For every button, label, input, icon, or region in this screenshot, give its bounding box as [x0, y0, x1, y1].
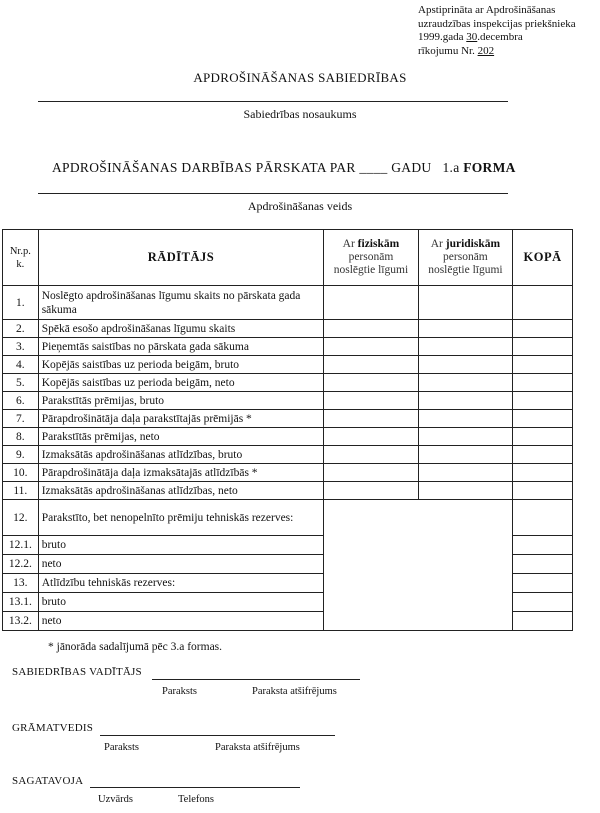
col-legal-header: Ar juridiskām personām noslēgtie līgumi: [418, 230, 512, 286]
cell-legal[interactable]: [418, 356, 512, 374]
table-row: [3, 428, 573, 446]
table-row: [3, 500, 573, 536]
approval-note: [418, 4, 576, 58]
cell-total[interactable]: [513, 574, 573, 593]
company-title: APDROŠINĀŠANAS SABIEDRĪBAS: [193, 70, 407, 85]
report-title: APDROŠINĀŠANAS DARBĪBAS PĀRSKATA PAR ____ GADU 1.a FORMA: [52, 160, 516, 175]
cell-physical[interactable]: [324, 410, 418, 428]
row-number: 3.: [3, 338, 39, 356]
table-row: [3, 392, 573, 410]
cell-total[interactable]: [513, 500, 573, 536]
prepared-caption-name: Uzvārds: [98, 794, 133, 805]
approval-date: 1999.gada 30.decembra: [418, 31, 523, 43]
table-row: [3, 410, 573, 428]
table-row: [3, 320, 573, 338]
row-number: 13.1.: [3, 593, 39, 612]
row-label: Noslēgto apdrošināšanas līgumu skaits no pārskata gada sākuma: [38, 286, 324, 320]
accountant-label: GRĀMATVEDIS: [12, 722, 94, 734]
row-label: Parakstīto, bet nenopelnīto prēmiju tehniskās rezerves:: [38, 500, 324, 536]
accountant-caption-signature: Paraksts: [104, 742, 139, 753]
cell-physical[interactable]: [324, 482, 418, 500]
approval-order: rīkojumu Nr. 202: [418, 44, 495, 57]
row-number: 5.: [3, 374, 39, 392]
row-label: Pieņemtās saistības no pārskata gada sākuma: [38, 338, 324, 356]
prepared-line[interactable]: [90, 787, 300, 788]
cell-total[interactable]: [513, 286, 573, 320]
form-number: 1.a: [442, 160, 460, 175]
row-label: Parakstītās prēmijas, bruto: [38, 392, 324, 410]
row-number: 13.: [3, 574, 39, 593]
cell-legal[interactable]: [418, 464, 512, 482]
cell-physical[interactable]: [324, 428, 418, 446]
row-label: Spēkā esošo apdrošināšanas līgumu skaits: [38, 320, 324, 338]
insurance-type-line[interactable]: [38, 193, 508, 194]
cell-physical[interactable]: [324, 320, 418, 338]
row-label: neto: [38, 612, 324, 631]
approval-day: 30: [466, 31, 478, 43]
insurance-type-caption: Apdrošināšanas veids: [247, 199, 353, 213]
cell-total[interactable]: [513, 338, 573, 356]
row-label: Izmaksātās apdrošināšanas atlīdzības, neto: [38, 482, 324, 500]
col-total-header: KOPĀ: [513, 230, 573, 286]
cell-physical[interactable]: [324, 374, 418, 392]
row-label: Izmaksātās apdrošināšanas atlīdzības, bruto: [38, 446, 324, 464]
col-indicator-header: RĀDĪTĀJS: [38, 230, 324, 286]
table-row: [3, 482, 573, 500]
cell-total[interactable]: [513, 536, 573, 555]
accountant-signature-line[interactable]: [100, 735, 335, 736]
row-number: 9.: [3, 446, 39, 464]
company-caption: Sabiedrības nosaukums: [243, 107, 357, 121]
row-number: 8.: [3, 428, 39, 446]
cell-legal[interactable]: [418, 392, 512, 410]
row-label: bruto: [38, 536, 324, 555]
cell-total[interactable]: [513, 464, 573, 482]
table-row: [3, 356, 573, 374]
cell-legal[interactable]: [418, 374, 512, 392]
footnote: * jānorāda sadalījumā pēc 3.a formas.: [48, 641, 223, 653]
table-row: [3, 446, 573, 464]
row-label: Kopējās saistības uz perioda beigām, bruto: [38, 356, 324, 374]
cell-total[interactable]: [513, 482, 573, 500]
cell-total[interactable]: [513, 410, 573, 428]
cell-total[interactable]: [513, 374, 573, 392]
cell-physical[interactable]: [324, 356, 418, 374]
row-number: 13.2.: [3, 612, 39, 631]
prepared-caption-phone: Telefons: [178, 794, 215, 805]
cell-legal[interactable]: [418, 286, 512, 320]
row-number: 12.1.: [3, 536, 39, 555]
company-name-line[interactable]: [38, 101, 508, 102]
cell-physical[interactable]: [324, 446, 418, 464]
table-row: [3, 338, 573, 356]
approval-order-no: 202: [477, 44, 495, 57]
approval-line-2: uzraudzības inspekcijas priekšnieka: [418, 17, 576, 30]
cell-legal[interactable]: [418, 482, 512, 500]
row-label: bruto: [38, 593, 324, 612]
cell-physical[interactable]: [324, 392, 418, 410]
report-table: [2, 229, 573, 631]
head-label: SABIEDRĪBAS VADĪTĀJS: [12, 666, 142, 678]
row-label: Atlīdzību tehniskās rezerves:: [38, 574, 324, 593]
accountant-caption-transcript: Paraksta atšifrējums: [215, 742, 300, 753]
row-number: 1.: [3, 286, 39, 320]
col-physical-header: Ar fiziskām personām noslēgtie līgumi: [324, 230, 418, 286]
head-signature-line[interactable]: [152, 679, 360, 680]
row-label: Pārapdrošinātāja daļa parakstītajās prēmijās *: [38, 410, 324, 428]
prepared-label: SAGATAVOJA: [12, 775, 84, 787]
row-label: Kopējās saistības uz perioda beigām, neto: [38, 374, 324, 392]
cell-total[interactable]: [513, 392, 573, 410]
cell-total[interactable]: [513, 612, 573, 631]
cell-legal[interactable]: [418, 410, 512, 428]
row-number: 11.: [3, 482, 39, 500]
table-row: [3, 286, 573, 320]
row-number: 7.: [3, 410, 39, 428]
cell-total[interactable]: [513, 593, 573, 612]
row-label: Pārapdrošinātāja daļa izmaksātajās atlīdzībās *: [38, 464, 324, 482]
row-number: 6.: [3, 392, 39, 410]
cell-total[interactable]: [513, 428, 573, 446]
approval-line-1: Apstiprināta ar Apdrošināšanas: [418, 4, 556, 16]
row-label: neto: [38, 555, 324, 574]
cell-physical[interactable]: [324, 286, 418, 320]
table-row: [3, 374, 573, 392]
cell-legal[interactable]: [418, 320, 512, 338]
row-number: 4.: [3, 356, 39, 374]
cell-total[interactable]: [513, 446, 573, 464]
row-label: Parakstītās prēmijas, neto: [38, 428, 324, 446]
table-row: [3, 464, 573, 482]
cell-total[interactable]: [513, 555, 573, 574]
cell-physical[interactable]: [324, 464, 418, 482]
row-number: 12.: [3, 500, 39, 536]
head-caption-transcript: Paraksta atšifrējums: [252, 686, 337, 697]
form-word: FORMA: [463, 160, 516, 175]
head-caption-signature: Paraksts: [162, 686, 197, 697]
row-number: 2.: [3, 320, 39, 338]
row-number: 10.: [3, 464, 39, 482]
reserves-merged-cell: [324, 500, 513, 631]
row-number: 12.2.: [3, 555, 39, 574]
cell-total[interactable]: [513, 320, 573, 338]
cell-physical[interactable]: [324, 338, 418, 356]
cell-legal[interactable]: [418, 446, 512, 464]
cell-legal[interactable]: [418, 338, 512, 356]
cell-total[interactable]: [513, 356, 573, 374]
cell-legal[interactable]: [418, 428, 512, 446]
col-nr-header: Nr.p. k.: [3, 230, 39, 286]
